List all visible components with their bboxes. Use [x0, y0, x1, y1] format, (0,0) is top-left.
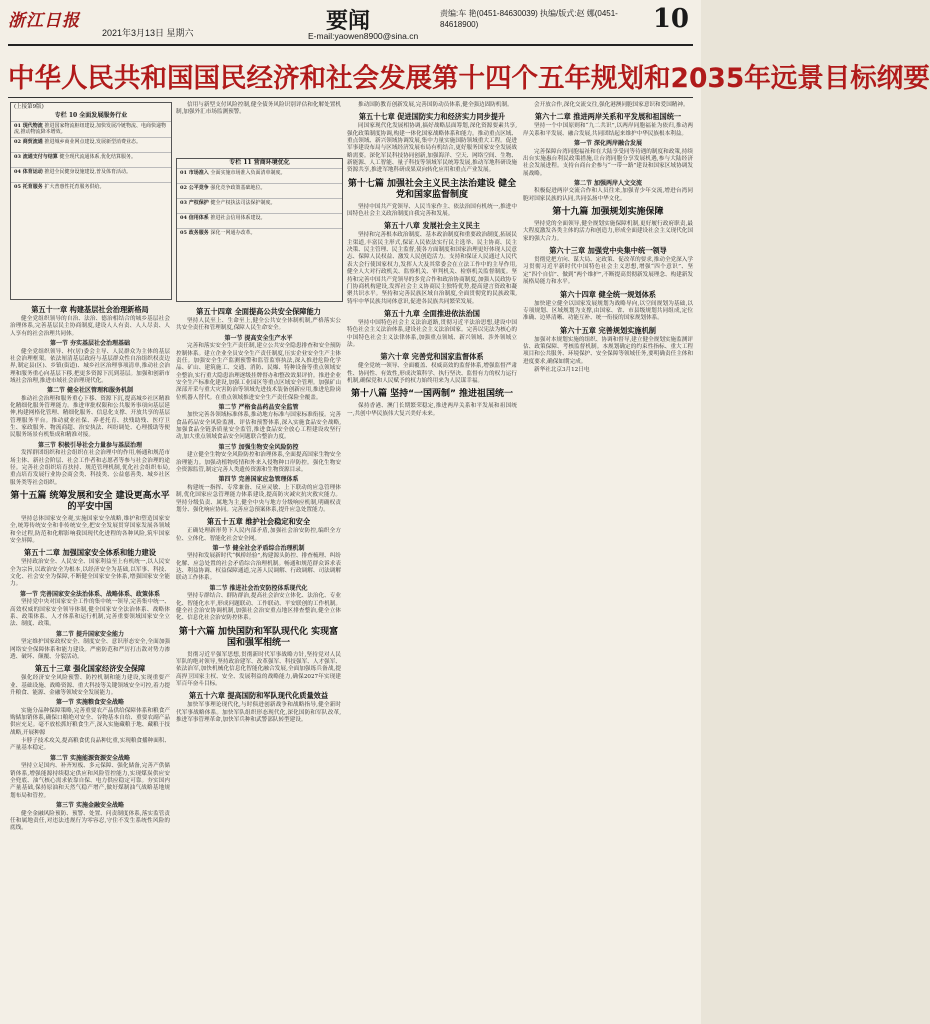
box-row	[177, 183, 342, 198]
section-heading: 第二节 实施能源资源安全战略	[49, 754, 131, 762]
paragraph: 发挥群团组织和社会组织在社会治理中的作用,畅通和规范市场主体、新社会阶层、社会工作者和志愿者等参与社会治理的途径。完善社会组织培育扶持、规范管理机制,优化社会组织布局,重点培育发展行业协会商会类、科技类、公益慈善类、城乡社区服务类等社会组织。	[10, 450, 170, 486]
box-row-title: 公平竞争	[188, 184, 211, 191]
chapter-heading: 第六十四章 健全统一规划体系	[560, 289, 656, 299]
section-heading: 第三节 实施金融安全战略	[55, 802, 125, 809]
paragraph: 实施分品种保障策略,完善重要农产品供给保障体系和粮食产购储加销体系,确保口粮绝对安全、谷物基本自给、重要农副产品供应充足。毫不放松抓好粮食生产,深入实施藏粮于地、藏粮于技战略,开展种源	[10, 707, 170, 736]
paragraph: 坚持党中央对国家安全工作的集中统一领导,完善集中统一、高效权威的国家安全领导体制,健全国家安全法治体系、战略体系、政策体系、人才体系和运行机制,完善重要领域国家安全立法、制度、政策。	[10, 599, 170, 628]
paragraph: 健全党统一领导、全面覆盖、权威高效的监督体系,增强监督严肃性、协同性、有效性,形成决策科学、执行坚决、监督有力的权力运行机制,确保党和人民赋予的权力始终用来为人民谋幸福。	[347, 363, 517, 384]
section-title: 要闻	[326, 9, 371, 34]
box-row-text: 推进国家物流枢纽建设,加快发展冷链物流、电商快递物流,推动物流降本增效。	[14, 122, 167, 136]
box-row-number: 01	[14, 122, 23, 129]
masthead	[8, 4, 693, 46]
paragraph: 完善保障台湾同胞福祉和在大陆享受同等待遇的制度和政策,持续出台实施惠台利民政策措施,让台湾同胞分享发展机遇,参与大陆经济社会发展进程。支持台商台企参与“一带一路”建设和国家区域协调发展战略。	[523, 148, 693, 177]
newspaper-logo: 浙江日报	[8, 11, 80, 31]
box-caption: 专栏 11 营商环境优化	[229, 159, 290, 166]
box-row-title: 产权保护	[188, 199, 211, 206]
editor-credits	[440, 8, 650, 30]
box-row-title: 市场准入	[188, 169, 211, 176]
box-row-title: 现代物流	[22, 122, 45, 129]
section-heading: 第一节 深化两岸融合发展	[573, 140, 643, 148]
paragraph: 正确处理新形势下人民内部矛盾,加强社会治安防控,编织全方位、立体化、智能化社会安全网。	[176, 528, 341, 542]
box-row-text: 扩大普惠性托育服务供给。	[44, 184, 105, 191]
box-row-text: 推进城乡商业网点建设,发展新型消费业态。	[44, 139, 142, 146]
paragraph: 新华社北京3月12日电	[534, 366, 590, 373]
chapter-heading: 第五十六章 提高国防和军队现代化质量效益	[188, 691, 329, 701]
paragraph: 加快完善各领域标准体系,推动地方标准与国家标准衔接。完善食品药品安全风险监测、评估和预警体系,深入实施食品安全战略,加强食品全链条质量安全监管,推进食品安全放心工程建设攻坚行动,加大重点领域食品安全问题联合整治力度。	[176, 412, 341, 441]
paragraph: 坚持和发展新时代“枫桥经验”,构建源头防控、排查梳理、纠纷化解、应急处置的社会矛盾综合治理机制。畅通和规范群众诉求表达、利益协调、权益保障通道,完善人民调解、行政调解、司法调解联动工作体系。	[176, 553, 341, 582]
box-rows	[177, 168, 342, 243]
box-row-title: 托育服务	[22, 184, 45, 191]
chapter-heading: 第五十九章 全面推进依法治国	[384, 308, 480, 318]
paragraph: 坚持党的全面领导,健全规划实施保障机制,更好履行政府职责,最大程度激发各类主体的活力和创造力,形成全面建设社会主义现代化国家的强大合力。	[523, 221, 693, 242]
box-row-text: 深化一网通办改革。	[210, 229, 256, 236]
paragraph: 同国家现代化发展相协调,搞好战略层面筹划,深化资源要素共享,强化政策制度协调,构建一体化国家战略体系和能力。推动重点区域、重点领域、新兴领域协调发展,集中力量实施国防领域重大工程。促进军事建设布局与区域经济发展布局有机结合,更好服务国家安全发展战略需要。深化军民科技协同创新,加强海洋、空天、网络空间、生物、新能源、人工智能、量子科技等领域军民统筹发展,推动军地科研设施资源共享,推进军地科研成果双向转化应用和重点产业发展。	[347, 123, 517, 174]
paragraph: 保持香港、澳门长期繁荣稳定,推进两岸关系和平发展和祖国统一,共创中华民族伟大复兴美好未来。	[347, 403, 517, 417]
chapter-heading: 第五十七章 促进国防实力和经济实力同步提升	[358, 112, 506, 122]
paragraph: 信用与新型支付风险控制,健全债务风险识别评估和化解处置机制,加强外汇市场监测预警。	[176, 102, 341, 116]
box-continuation-note: (上接第9版)	[14, 104, 44, 110]
headline-divider	[8, 97, 693, 98]
chapter-heading: 第六十二章 推进两岸关系和平发展和祖国统一	[534, 112, 682, 122]
box-row	[11, 137, 171, 152]
section-heading: 第一节 健全社会矛盾综合治理机制	[212, 544, 305, 552]
text-column-3	[347, 102, 517, 1018]
box-row-title: 信用体系	[188, 214, 211, 221]
paragraph: 坚持中国共产党领导、人民当家作主、依法治国有机统一,推进中国特色社会主义政治制度自我完善和发展。	[347, 203, 517, 218]
box-row-title: 流通支付与结算	[22, 154, 60, 161]
box-row-text: 健全现代流通体系,优化结算服务。	[59, 154, 137, 161]
chapter-heading: 第六十章 完善党和国家监督体系	[380, 352, 484, 362]
paragraph: 坚持总体国家安全观,实施国家安全战略,维护和塑造国家安全,统筹传统安全和非传统安全,把安全发展贯穿国家发展各领域和全过程,防范和化解影响我国现代化进程的各种风险,筑牢国家安全屏障。	[10, 516, 170, 545]
section-heading: 第二节 推进社会治安防控体系现代化	[209, 584, 308, 592]
box-row-text: 全面实施市场准入负面清单制度。	[210, 169, 286, 176]
text-column-1	[10, 302, 170, 1018]
box-row	[177, 168, 342, 183]
paragraph: 加快军事理论现代化,与时俱进创新战争和战略指导,健全新时代军事战略体系。加快军队组织形态现代化,深化国防和军队改革,推进军事管理革命,加快军兵种和武警部队转型建设。	[176, 702, 341, 724]
chapter-heading: 第六十三章 加强党中央集中统一领导	[549, 246, 667, 256]
section-heading: 第二节 严格食品药品安全监管	[218, 403, 299, 411]
box-row-number: 05	[180, 229, 189, 236]
box-row-number: 03	[14, 154, 23, 161]
section-heading: 第三节 积极引导社会力量参与基层治理	[37, 441, 143, 449]
box-row-number: 02	[14, 139, 23, 146]
part-heading: 第十九篇 加强规划实施保障	[552, 207, 664, 218]
paragraph: 推动社会治理和服务重心下移、资源下沉,提高城乡社区精准化精细化服务管理能力。推进审批权限和公共服务事项向基层延伸,构建网格化管理、精细化服务、信息化支撑、开放共享的基层管理服务平台。推动就业社保、养老托育、扶残助残、医疗卫生、家政服务、物流商超、治安执法、纠纷调处、心理援助等便民服务场景有机集成和精准对接。	[10, 395, 170, 439]
paragraph: 建立健全生物安全风险防控和治理体系,全面提高国家生物安全治理能力。加强动植物疫情和外来入侵物种口岸防控。强化生物安全资源监管,制定完善人类遗传资源和生物资源目录。	[176, 452, 341, 473]
box-row	[11, 152, 171, 167]
chapter-heading: 第五十五章 维护社会稳定和安全	[206, 517, 311, 527]
paragraph: 贯彻党把方向、谋大局、定政策、促改革的要求,推动全党深入学习贯彻习近平新时代中国特色社会主义思想,增强“四个意识”、坚定“四个自信”、做到“两个维护”,不断提高贯彻新发展理念、构建新发展格局能力和水平。	[523, 257, 693, 286]
box-row	[11, 121, 171, 138]
box-row	[177, 198, 342, 213]
paragraph: 健全党组织领导、村(居)委会主导、人民群众为主体的基层社会治理框架。依法厘清基层政府与基层群众性自治组织权责边界,制定县(区)、乡镇(街道)、城乡社区治理事项清单,推动社会治理和服务重心向基层下移,把更多资源下沉到基层。加强和创新市域社会治理,推进市域社会治理现代化。	[10, 348, 170, 384]
issue-date: 2021年3月13日 星期六	[102, 28, 194, 38]
section-heading: 第一节 提高安全生产水平	[224, 334, 293, 342]
paragraph: 坚持一个中国原则和“九二共识”,以两岸同胞福祉为依归,推动两岸关系和平发展、融合发展,共同团结起来维护中华民族根本利益。	[523, 123, 693, 137]
box-row	[11, 182, 171, 197]
chapter-heading: 第五十四章 全面提高公共安全保障能力	[196, 307, 321, 316]
paragraph: 健全金融风险预防、预警、处置、问责制度体系,落实监管责任和属地责任,对违法违规行为零容忍,守住不发生系统性风险的底线。	[10, 810, 170, 832]
section-email: E-mail:yaowen8900@sina.cn	[308, 31, 419, 41]
box-row-number: 02	[180, 184, 189, 191]
section-heading: 第二节 加强两岸人文交流	[573, 179, 643, 187]
paragraph: 坚持专群结合、群防群治,提高社会治安立体化、法治化、专业化、智能化水平,形成问题联动、工作联动、平安联创的工作机制。健全社会治安协调机制,加强社会治安重点地区排查整治,健全立体化、信息化社会治安防控体系。	[176, 593, 341, 622]
section-heading: 第三节 加强生物安全风险防控	[218, 443, 299, 451]
box-row-text: 推进全民健身设施建设,普及体育活动。	[44, 169, 132, 176]
section-heading: 第二节 健全社区管理和服务机制	[46, 387, 134, 395]
text-column-2-top	[176, 102, 341, 156]
box-row	[11, 167, 171, 182]
box-row-text: 推进社会信用体系建设。	[210, 214, 266, 221]
box-row-title: 商贸流通	[22, 139, 45, 146]
text-column-2	[176, 304, 341, 1018]
part-heading: 第十五篇 统筹发展和安全 建设更高水平的平安中国	[10, 491, 170, 513]
page-number: 10	[652, 4, 689, 34]
paragraph: 推动国防教育创新发展,完善国防动员体系,健全强边固防机制。	[358, 102, 513, 108]
box-row-number: 04	[180, 214, 189, 221]
chapter-heading: 第五十二章 加强国家安全体系和能力建设	[24, 548, 156, 558]
paragraph: 加强对本规划实施的组织、协调和督导,建立健全规划实施监测评估、政策保障、考核监督机制。本规划确定的约束性指标、重大工程项目和公共服务、环境保护、安全保障等领域任务,要明确责任主体和进度要求,确保如期完成。	[523, 336, 693, 365]
chapter-heading: 第六十五章 完善规划实施机制	[560, 325, 656, 335]
paragraph: 坚持立足国内、补齐短板、多元保障、强化储备,完善产供储销体系,增强能源持续稳定供应和风险管控能力,实现煤炭供应安全兜底、油气核心需求依靠自保、电力供应稳定可靠。夯实国内产量基础,保持原油和天然气稳产增产,做好煤制油气战略基地规划布局和管控。	[10, 763, 170, 799]
box-row-text: 健全产权执法司法保护制度。	[210, 199, 276, 206]
box-row-number: 05	[14, 184, 23, 191]
paragraph: 贯彻习近平强军思想,贯彻新时代军事战略方针,坚持党对人民军队的绝对领导,坚持政治建军、改革强军、科技强军、人才强军、依法治军,加快机械化信息化智能化融合发展,全面加强练兵备战,提高捍卫国家主权、安全、发展利益的战略能力,确保2027年实现建军百年奋斗目标。	[176, 651, 341, 688]
section-heading: 第一节 夯实基层社会治理基础	[49, 340, 131, 348]
section-heading: 第一节 实施粮食安全战略	[55, 699, 125, 707]
paragraph: 会开放合作,深化交流交往,强化港澳同胞国家意识和爱国精神。	[534, 102, 689, 108]
text-column-4	[523, 102, 693, 1018]
section-heading: 第四节 完善国家应急管理体系	[218, 476, 299, 484]
section-heading: 第二节 提升国家安全能力	[55, 630, 125, 638]
box-rows	[11, 121, 171, 198]
paragraph: 健全党组织领导的自治、法治、德治相结合的城乡基层社会治理体系,完善基层民主协商制度,建设人人有责、人人尽责、人人享有的社会治理共同体。	[10, 316, 170, 337]
box-row-number: 03	[180, 199, 189, 206]
paragraph: 加快建立健全以国家发展规划为战略导向,以空间规划为基础,以专项规划、区域规划为支撑,由国家、省、市县级规划共同组成,定位准确、边界清晰、功能互补、统一衔接的国家规划体系。	[523, 300, 693, 322]
paragraph: 积极促进两岸交流合作和人员往来,加强青少年交流,增进台湾同胞对国家民族的认同,共同弘扬中华文化。	[523, 188, 693, 202]
editor-line: 责编:车 艳(0451-84630039) 执编/版式:赵 娜(0451-84618900)	[440, 9, 618, 29]
paragraph: 坚持和完善根本政治制度、基本政治制度和重要政治制度,拓展民主渠道,丰富民主形式,保证人民依法实行民主选举、民主协商、民主决策、民主管理、民主监督,使各方面制度和国家治理更好体现人民意志、保障人民权益、激发人民创造活力。支持和保证人民通过人民代表大会行使国家权力,发挥人大及其常委会在立法工作中的主导作用,健全人大对行政机关、监察机关、审判机关、检察机关监督制度。坚持和完善中国共产党领导的多党合作和政治协商制度,加强人民政协专门协商机构建设,发挥社会主义协商民主独特优势,提高建言资政和凝聚共识水平。坚持和完善民族区域自治制度,全面贯彻党的民族政策,铸牢中华民族共同体意识,促进各民族共同繁荣发展。	[347, 232, 517, 305]
box-row-title: 政务服务	[188, 229, 211, 236]
section-heading: 第一节 完善国家安全法治体系、战略体系、政策体系	[19, 590, 161, 598]
part-heading: 第十八篇 坚持“一国两制” 推进祖国统一	[350, 389, 514, 400]
paragraph: 坚持政治安全、人民安全、国家利益至上有机统一,以人民安全为宗旨,以政治安全为根本,以经济安全为基础,以军事、科技、文化、社会安全为保障,不断健全国家安全体系,增强国家安全能力。	[10, 559, 170, 588]
part-heading: 第十六篇 加快国防和军队现代化 实现富国和强军相统一	[178, 626, 339, 648]
chapter-heading: 第五十三章 强化国家经济安全保障	[34, 664, 146, 674]
box-row-number: 04	[14, 169, 23, 176]
paragraph: 坚定维护国家政权安全、制度安全、意识形态安全,全面加强网络安全保障体系和能力建设。严密防范和严厉打击敌对势力渗透、破坏、颠覆、分裂活动。	[10, 639, 170, 660]
box-caption: 专栏 10 全面发展服务行业	[54, 111, 128, 119]
info-box-business-environment	[176, 158, 343, 302]
paragraph: 坚持中国特色社会主义法治道路,贯彻习近平法治思想,建设中国特色社会主义法治体系,建设社会主义法治国家。完善以宪法为核心的中国特色社会主义法律体系,加强重点领域、新兴领域、涉外领域立法。	[347, 319, 517, 348]
info-box-services	[10, 102, 172, 300]
paragraph: 完善和落实安全生产责任制,建立公共安全隐患排查和安全预防控制体系。建立企业全员安全生产责任制度,压实企业安全生产主体责任。加强安全生产监测预警和监管监察执法,深入推进危险化学品、矿山、建筑施工、交通、消防、民爆、特种设备等重点领域安全整治,实行重大隐患治理逐级挂牌督办和整改效果评价。推进企业安全生产标准化建设,加强工业园区等重点区域安全管理。加强矿山深部开采与重大灾害防治等领域先进技术装备创新应用,推进危险岗位机器人替代。在重点领域推进安全生产责任保险全覆盖。	[176, 343, 341, 401]
part-heading: 第十七篇 加强社会主义民主法治建设 健全党和国家监督制度	[347, 178, 517, 200]
box-row-number: 01	[180, 169, 189, 176]
article-headline: 中华人民共和国国民经济和社会发展第十四个五年规划和2035年远景目标纲要	[8, 63, 930, 94]
chapter-heading: 第五十八章 发展社会主义民主	[384, 221, 480, 231]
paragraph: 构建统一指挥、专常兼备、反应灵敏、上下联动的应急管理体制,优化国家应急管理能力体系建设,提高防灾减灾抗灾救灾能力。坚持分级负责、属地为主,健全中央与地方分级响应机制,明确权责划分、强化响应协同。完善应急预案体系,提升应急处置能力。	[176, 484, 341, 513]
box-row	[177, 228, 342, 243]
paragraph: 坚持人民至上、生命至上,健全公共安全体制机制,严格落实公共安全责任和管理制度,保障人民生命安全。	[176, 318, 341, 332]
box-row	[177, 213, 342, 228]
paragraph: 卡脖子技术攻关,提高粮食优良品种比重,实现粮食播种面积、产量基本稳定。	[10, 738, 170, 752]
box-row-text: 强化竞争政策基础地位。	[210, 184, 266, 191]
paragraph: 强化经济安全风险预警、防控机制和能力建设,实现重要产业、基础设施、战略资源、重大科技等关键领域安全可控,着力提升粮食、能源、金融等领域安全发展能力。	[10, 675, 170, 696]
chapter-heading: 第五十一章 构建基层社会治理新格局	[31, 305, 149, 314]
box-row-title: 体育运动	[22, 169, 45, 176]
